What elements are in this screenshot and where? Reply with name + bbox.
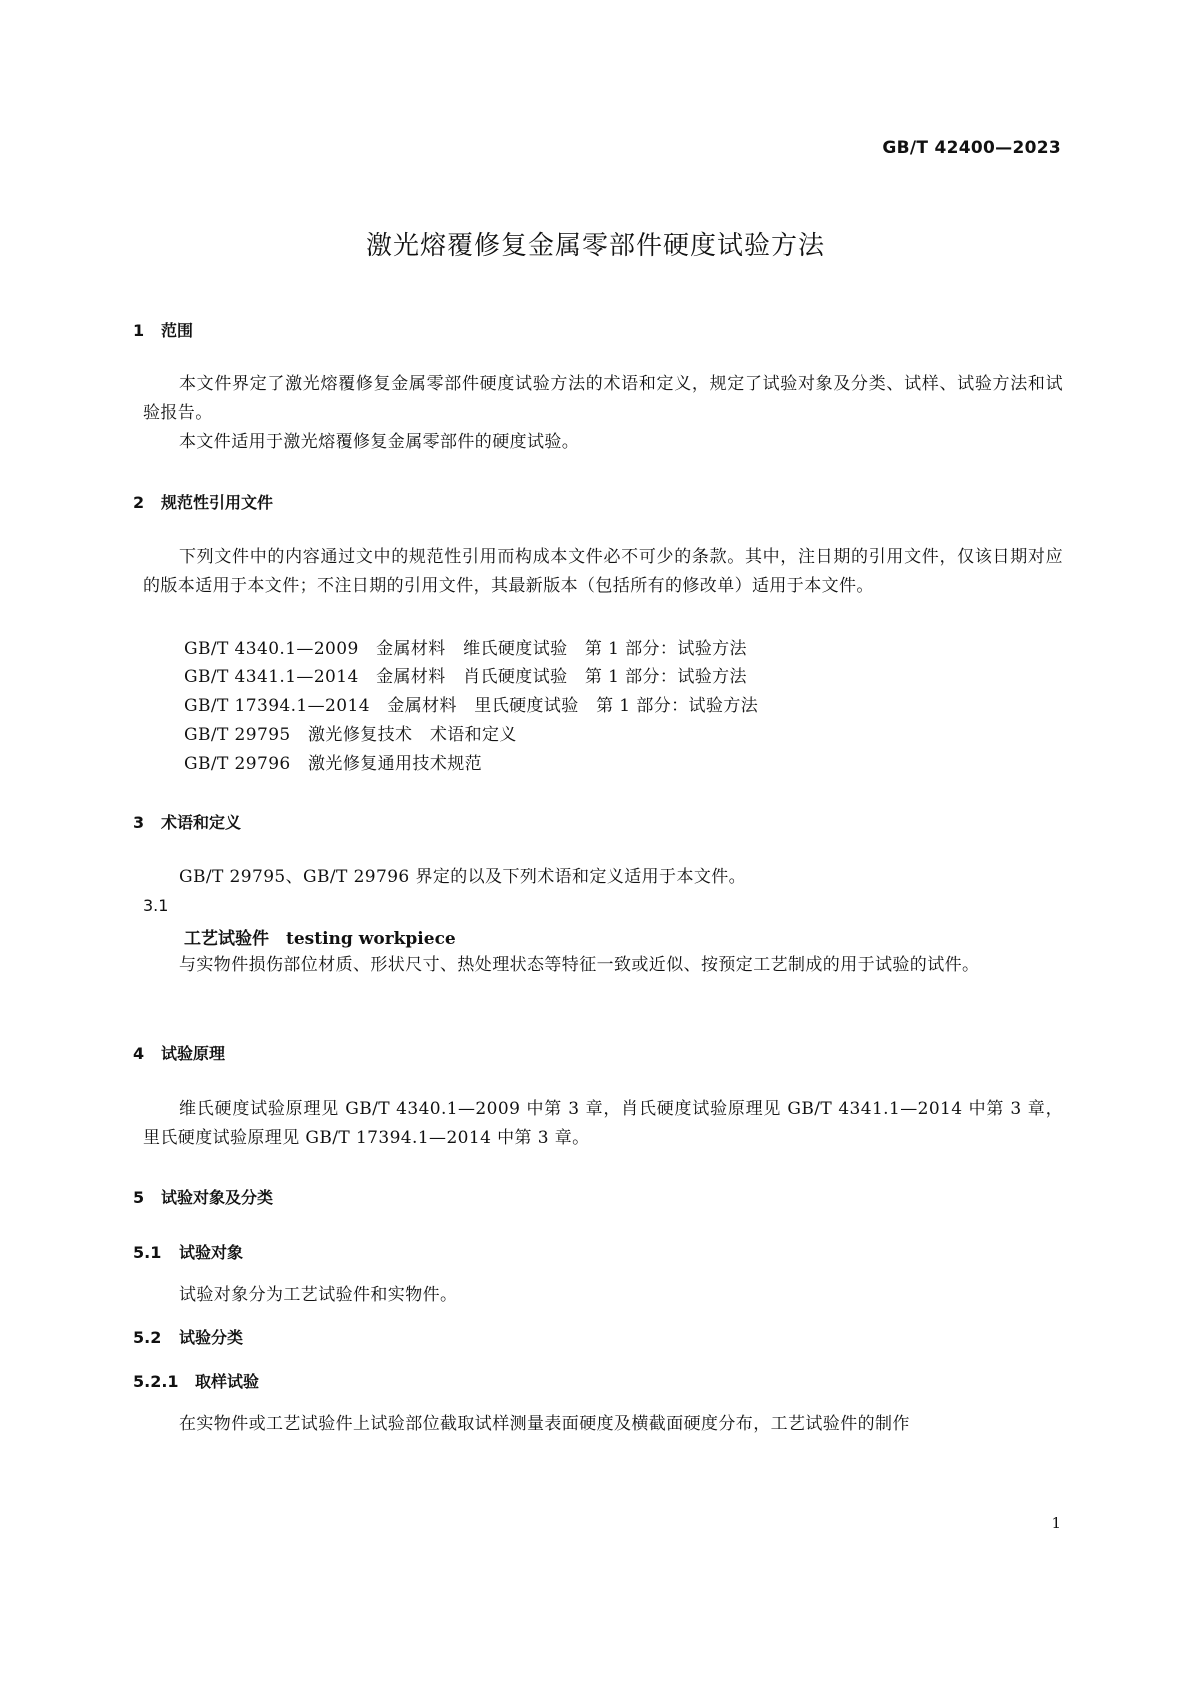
subsection-5-2-1-para: 在实物件或工艺试验件上试验部位截取试样测量表面硬度及横截面硬度分布，工艺试验件的制作	[179, 1414, 910, 1434]
standard-code: GB/T 42400—2023	[882, 138, 1061, 158]
section-title: 试验对象及分类	[161, 1188, 274, 1207]
subsection-number: 5.2	[133, 1328, 162, 1347]
term-number: 3.1	[143, 896, 169, 915]
section-3-heading	[133, 810, 241, 833]
subsection-5-2-heading	[133, 1325, 243, 1348]
reference-item: GB/T 29795 激光修复技术 术语和定义	[184, 725, 517, 745]
section-4-heading	[133, 1041, 225, 1064]
term-name: 工艺试验件 testing workpiece	[184, 929, 456, 949]
section-4-para: 维氏硬度试验原理见 GB/T 4340.1—2009 中第 3 章，肖氏硬度试验原理见 GB/T 4341.1—2014 中第 3 章，里氏硬度试验原理见 GB/T 17394.1—2014 中第 3 章。	[143, 1099, 1063, 1148]
reference-item: GB/T 29796 激光修复通用技术规范	[184, 754, 483, 774]
section-2-intro: 下列文件中的内容通过文中的规范性引用而构成本文件必不可少的条款。其中，注日期的引用文件，仅该日期对应的版本适用于本文件；不注日期的引用文件，其最新版本（包括所有的修改单）适用于本文件。	[143, 547, 1063, 596]
subsection-5-2-1-heading	[133, 1369, 259, 1392]
reference-item: GB/T 17394.1—2014 金属材料 里氏硬度试验 第 1 部分：试验方法	[184, 696, 759, 716]
subsection-title: 试验分类	[179, 1328, 244, 1347]
reference-item: GB/T 4340.1—2009 金属材料 维氏硬度试验 第 1 部分：试验方法	[184, 639, 747, 659]
section-1-para-1: 本文件界定了激光熔覆修复金属零部件硬度试验方法的术语和定义，规定了试验对象及分类、试样、试验方法和试验报告。	[143, 374, 1063, 423]
section-3-intro: GB/T 29795、GB/T 29796 界定的以及下列术语和定义适用于本文件。	[179, 867, 747, 887]
subsection-number: 5.1	[133, 1243, 162, 1262]
subsection-title: 取样试验	[195, 1372, 260, 1391]
subsection-5-1-heading	[133, 1240, 243, 1263]
section-title: 试验原理	[161, 1044, 226, 1063]
section-1-para-2: 本文件适用于激光熔覆修复金属零部件的硬度试验。	[179, 432, 580, 452]
subsection-title: 试验对象	[179, 1243, 244, 1262]
section-title: 范围	[161, 321, 194, 340]
document-title: 激光熔覆修复金属零部件硬度试验方法	[365, 231, 825, 261]
term-definition: 与实物件损伤部位材质、形状尺寸、热处理状态等特征一致或近似、按预定工艺制成的用于试验的试件。	[179, 955, 980, 975]
section-title: 术语和定义	[161, 813, 242, 832]
page-number: 1	[1051, 1514, 1061, 1532]
section-title: 规范性引用文件	[161, 493, 274, 512]
section-number: 2	[133, 493, 145, 512]
section-number: 5	[133, 1188, 145, 1207]
section-1-heading	[133, 318, 193, 341]
section-2-heading	[133, 490, 273, 513]
subsection-5-1-para: 试验对象分为工艺试验件和实物件。	[179, 1285, 458, 1305]
section-5-heading	[133, 1185, 273, 1208]
section-number: 1	[133, 321, 145, 340]
subsection-number: 5.2.1	[133, 1372, 179, 1391]
section-number: 4	[133, 1044, 145, 1063]
section-number: 3	[133, 813, 145, 832]
reference-item: GB/T 4341.1—2014 金属材料 肖氏硬度试验 第 1 部分：试验方法	[184, 667, 747, 687]
